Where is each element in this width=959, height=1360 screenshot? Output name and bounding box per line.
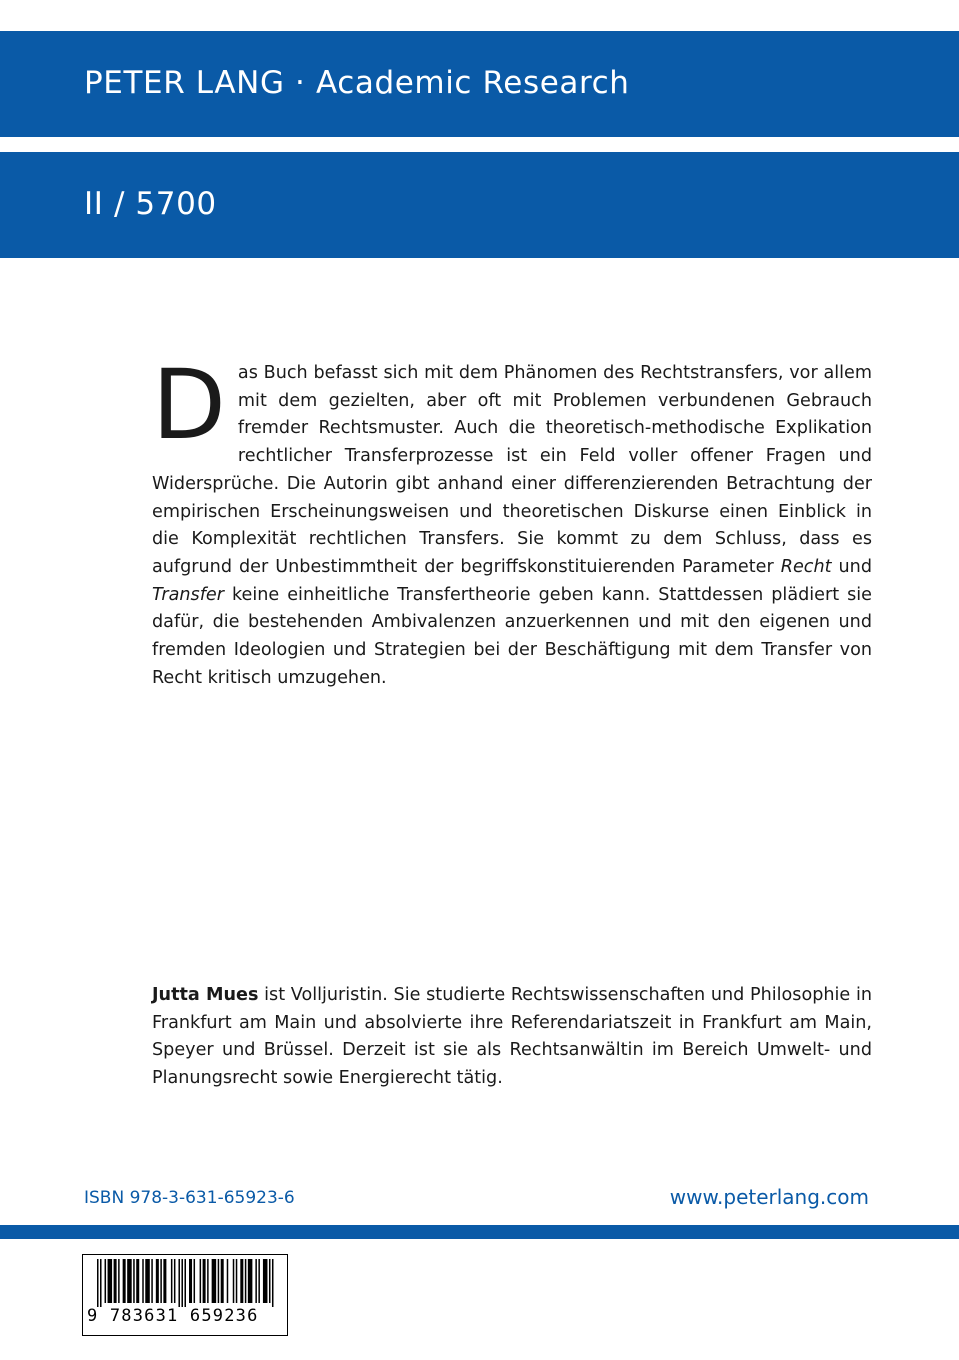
barcode-bar: [189, 1259, 192, 1303]
barcode-bar: [105, 1259, 107, 1303]
footer-band: [0, 1225, 959, 1239]
barcode-bar: [142, 1259, 144, 1303]
barcode-bar: [118, 1259, 120, 1303]
abstract-text: [152, 349, 873, 692]
series-number: II / 5700: [84, 186, 217, 222]
barcode-bar: [133, 1259, 135, 1303]
barcode-bar: [245, 1259, 247, 1303]
author-name: Jutta Mues: [152, 985, 259, 1005]
barcode-bar: [255, 1259, 257, 1303]
header-band-series: [0, 152, 959, 258]
barcode-bar: [108, 1259, 113, 1303]
barcode-bar: [163, 1259, 166, 1303]
publisher-line: PETER LANG · Academic Research: [84, 65, 630, 101]
barcode-bar: [127, 1259, 132, 1303]
barcode-bar: [171, 1259, 173, 1303]
barcode-bar: [156, 1259, 159, 1303]
barcode-bar: [263, 1259, 268, 1303]
isbn: ISBN 978-3-631-65923-6: [84, 1188, 295, 1208]
barcode-bar: [218, 1259, 220, 1303]
barcode-bar: [100, 1259, 102, 1307]
barcode-bar: [160, 1259, 162, 1303]
barcode-bar: [272, 1259, 274, 1307]
abstract-part-1: as Buch befasst sich mit dem Phänomen des Rechtstransfers, vor allem mit dem gezielten, aber oft mit Problemen verbundenen Gebrauch fremder Rechtsmuster. Auch die theoretisch-methodische Explikation rechtlicher Transferprozesse ist ein Feld voller offener Fragen und Widersprüche. Die Autorin gibt anhand einer differenzierenden Betrachtung der empirischen Erscheinungsweisen und theoretischen Diskurse einen Einblick in die Komplexität rechtlichen Transfers. Sie kommt zu dem Schluss, dass es aufgrund der Unbestimmtheit der begriffskonstituierenden Parameter: [152, 363, 872, 577]
barcode-bar: [221, 1259, 224, 1303]
abstract-italic-transfer: Transfer: [152, 584, 224, 605]
barcode-bar: [248, 1259, 253, 1303]
barcode-bar: [97, 1259, 99, 1307]
barcode-bar: [240, 1259, 243, 1303]
barcode-bar: [200, 1259, 202, 1303]
barcode-bar: [236, 1259, 238, 1303]
barcode-bar: [269, 1259, 271, 1303]
barcode-bar: [174, 1259, 176, 1303]
barcode: [82, 1254, 288, 1336]
barcode-bar: [207, 1259, 209, 1303]
barcode-bar: [181, 1259, 183, 1307]
barcode-bar: [203, 1259, 206, 1303]
barcode-bar: [114, 1259, 117, 1303]
website-link[interactable]: www.peterlang.com: [669, 1185, 869, 1209]
abstract-italic-recht: Recht: [780, 556, 832, 577]
barcode-bar: [123, 1259, 126, 1303]
barcode-bars: [97, 1259, 275, 1307]
author-bio-text: ist Volljuristin. Sie studierte Rechtswissenschaften und Philosophie in Frankfurt am Main und absolvierte ihre Referendariatszeit in Frankfurt am Main, Speyer und Brüssel. Derzeit ist sie als Rechtsanwältin im Bereich Umwelt- und Planungsrecht sowie Energierecht tätig.: [152, 985, 872, 1089]
abstract-part-3: keine einheitliche Transfertheorie geben kann. Stattdessen plädiert sie dafür, die bestehenden Ambivalenzen anzuerkennen und mit den eigenen und fremden Ideologien und Strategien bei der Beschäftigung mit dem Transfer von Recht kritisch umzugehen.: [152, 584, 872, 688]
abstract-part-2: und: [831, 556, 873, 577]
barcode-bar: [227, 1259, 229, 1303]
barcode-number: 9 783631 659236: [87, 1306, 259, 1326]
barcode-bar: [258, 1259, 260, 1303]
barcode-bar: [194, 1259, 196, 1303]
barcode-bar: [151, 1259, 153, 1303]
header-band-publisher: [0, 31, 959, 137]
barcode-bar: [233, 1259, 235, 1303]
barcode-bar: [184, 1259, 186, 1307]
barcode-bar: [145, 1259, 150, 1303]
barcode-bar: [178, 1259, 180, 1307]
drop-cap: D: [152, 349, 226, 461]
author-bio: [152, 982, 872, 1093]
barcode-bar: [136, 1259, 139, 1303]
barcode-bar: [212, 1259, 217, 1303]
